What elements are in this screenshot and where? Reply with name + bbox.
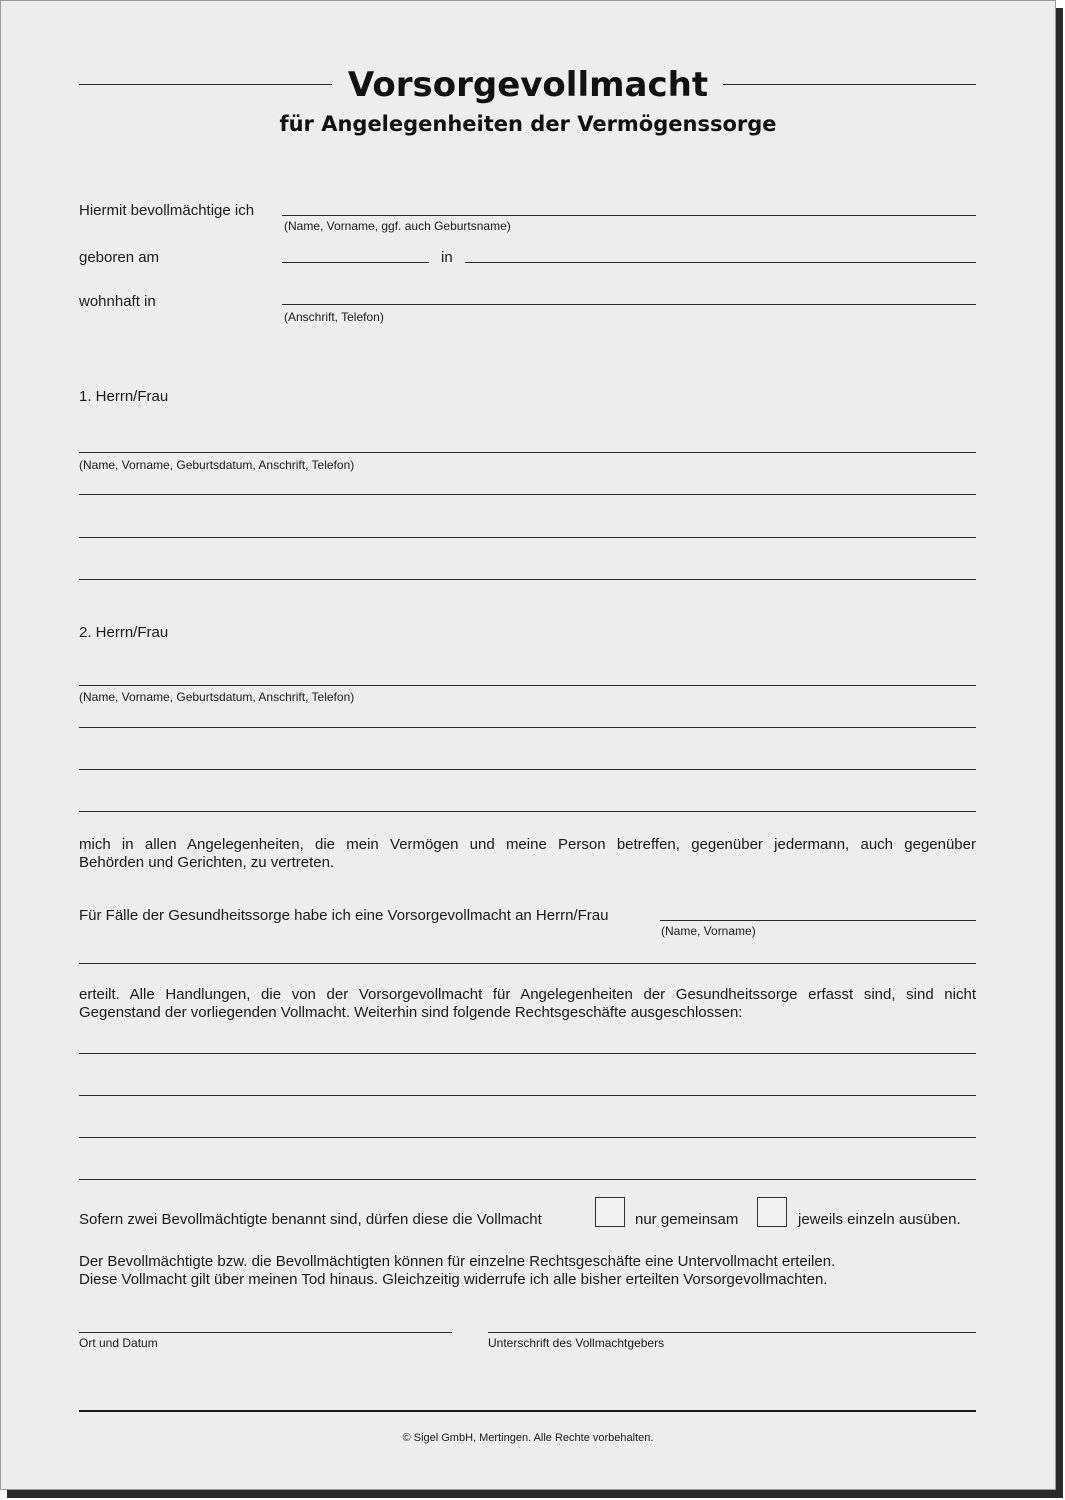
scope-paragraph <box>79 836 976 872</box>
birthplace-label: in <box>441 249 453 266</box>
separate-checkbox[interactable] <box>757 1197 787 1227</box>
footer-rule <box>79 1410 976 1412</box>
agent-1-hint: (Name, Vorname, Geburtsdatum, Anschrift, Telefon) <box>79 458 355 472</box>
joint-power-label: Sofern zwei Bevollmächtigte benannt sind, dürfen diese die Vollmacht <box>79 1211 542 1228</box>
address-hint: (Anschrift, Telefon) <box>284 310 384 324</box>
health-agent-field[interactable] <box>660 920 976 921</box>
agent-2-line-4[interactable] <box>79 811 976 812</box>
resident-label: wohnhaft in <box>79 293 156 310</box>
health-care-label: Für Fälle der Gesundheitssorge habe ich eine Vorsorgevollmacht an Herrn/Frau <box>79 907 609 924</box>
agent-1-label: 1. Herrn/Frau <box>79 388 169 405</box>
joint-option-label: nur gemeinsam <box>635 1211 739 1228</box>
scope-line-2: Behörden und Gerichten, zu vertreten. <box>79 854 335 871</box>
signature-field[interactable] <box>488 1332 976 1333</box>
separate-option-label: jeweils einzeln ausüben. <box>798 1211 961 1228</box>
agent-2-line-1[interactable] <box>79 685 976 686</box>
born-label: geboren am <box>79 249 160 266</box>
scope-line-1: mich in allen Angelegenheiten, die mein Vermögen und meine Person betreffen, gegenüber jedermann, auch gegenüber <box>79 836 976 853</box>
place-date-field[interactable] <box>79 1332 452 1333</box>
exclusion-line-field-2[interactable] <box>79 1095 976 1096</box>
copyright-notice: © Sigel GmbH, Mertingen. Alle Rechte vorbehalten. <box>402 1432 654 1444</box>
exclusion-line-2: Gegenstand der vorliegenden Vollmacht. Weiterhin sind folgende Rechtsgeschäfte ausgeschlossen: <box>79 1004 743 1021</box>
birth-date-field[interactable] <box>282 262 429 263</box>
exclusion-line-field-3[interactable] <box>79 1137 976 1138</box>
validity-text: Diese Vollmacht gilt über meinen Tod hinaus. Gleichzeitig widerrufe ich alle bisher erteilten Vorsorgevollmachten. <box>79 1271 828 1288</box>
place-date-label: Ort und Datum <box>79 1336 158 1350</box>
agent-1-line-3[interactable] <box>79 537 976 538</box>
exclusion-paragraph <box>79 986 976 1022</box>
address-field[interactable] <box>282 304 976 305</box>
birthplace-field[interactable] <box>465 262 976 263</box>
grantor-name-field[interactable] <box>282 215 976 216</box>
exclusion-line-1: erteilt. Alle Handlungen, die von der Vorsorgevollmacht für Angelegenheiten der Gesundheitssorge erfasst sind, sind nicht <box>79 986 976 1003</box>
agent-2-hint: (Name, Vorname, Geburtsdatum, Anschrift, Telefon) <box>79 690 355 704</box>
agent-1-line-4[interactable] <box>79 579 976 580</box>
sub-power-text: Der Bevollmächtigte bzw. die Bevollmächtigten können für einzelne Rechtsgeschäfte eine Untervollmacht erteilen. <box>79 1253 836 1270</box>
grantor-intro-label: Hiermit bevollmächtige ich <box>79 202 255 219</box>
document-title: Vorsorgevollmacht <box>347 65 709 105</box>
agent-1-line-2[interactable] <box>79 494 976 495</box>
grantor-name-hint: (Name, Vorname, ggf. auch Geburtsname) <box>284 219 511 233</box>
document-subtitle: für Angelegenheiten der Vermögenssorge <box>279 112 777 136</box>
exclusion-line-field-1[interactable] <box>79 1053 976 1054</box>
agent-1-line-1[interactable] <box>79 452 976 453</box>
exclusion-line-field-4[interactable] <box>79 1179 976 1180</box>
agent-2-label: 2. Herrn/Frau <box>79 624 169 641</box>
agent-2-line-3[interactable] <box>79 769 976 770</box>
joint-checkbox[interactable] <box>595 1197 625 1227</box>
agent-2-line-2[interactable] <box>79 727 976 728</box>
signature-label: Unterschrift des Vollmachtgebers <box>488 1336 665 1350</box>
health-agent-hint: (Name, Vorname) <box>661 924 756 938</box>
health-agent-line-2[interactable] <box>79 963 976 964</box>
